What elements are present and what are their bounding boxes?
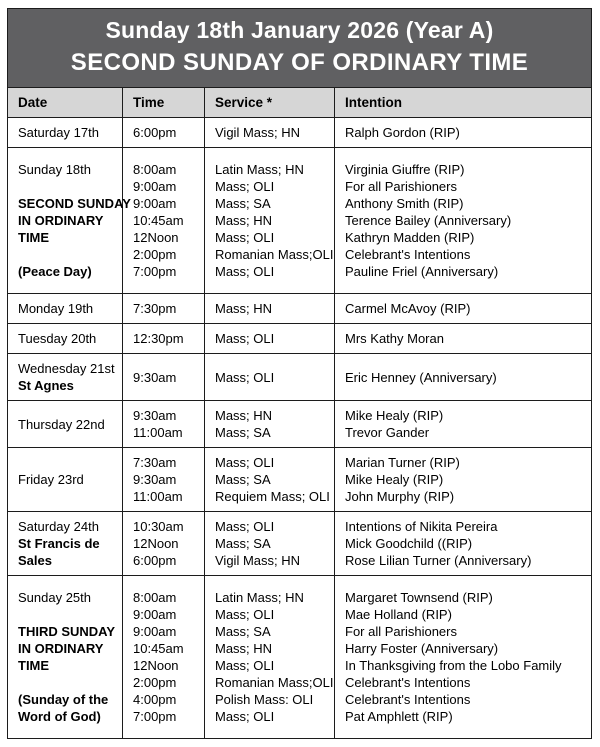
intention-value: Celebrant's Intentions <box>345 247 471 262</box>
time-value: 7:30am <box>133 455 177 470</box>
time-value: 9:00am <box>133 179 177 194</box>
date-line: IN ORDINARY <box>18 213 104 228</box>
time-value: 12Noon <box>133 658 179 673</box>
time-cell <box>123 512 205 575</box>
date-line <box>18 178 116 195</box>
intention-value: For all Parishioners <box>345 624 457 639</box>
service-value: Mass; OLI <box>215 264 275 279</box>
time-value: 9:30am <box>133 408 177 423</box>
intention-value: Trevor Gander <box>345 425 430 440</box>
date-cell <box>8 148 131 293</box>
service-value: Mass; OLI <box>215 455 275 470</box>
time-value: 2:00pm <box>133 247 177 262</box>
time-cell <box>123 294 205 323</box>
date-line: Sunday 18th <box>18 162 92 177</box>
table-row <box>8 293 591 323</box>
service-cell <box>205 512 335 575</box>
time-cell <box>123 401 205 447</box>
column-header-date: Date <box>8 88 123 117</box>
date-line: Saturday 24th <box>18 519 99 534</box>
service-cell <box>205 148 335 293</box>
date-cell <box>8 448 123 511</box>
time-value: 10:45am <box>133 641 184 656</box>
time-value: 2:00pm <box>133 675 177 690</box>
schedule-document <box>7 8 592 739</box>
time-value: 9:00am <box>133 607 177 622</box>
table-row <box>8 447 591 511</box>
intention-value: Margaret Townsend (RIP) <box>345 590 493 605</box>
service-value: Mass; OLI <box>215 369 275 385</box>
time-value: 7:00pm <box>133 709 177 724</box>
intention-cell <box>335 294 591 323</box>
intention-value: Eric Henney (Anniversary) <box>345 369 497 385</box>
service-value: Mass; OLI <box>215 519 275 534</box>
time-value: 7:00pm <box>133 264 177 279</box>
date-line: Word of God) <box>18 709 101 724</box>
date-line: St Francis de <box>18 536 100 551</box>
date-line <box>18 674 116 691</box>
service-value: Mass; SA <box>215 472 271 487</box>
date-line: Monday 19th <box>18 301 94 316</box>
table-row <box>8 575 591 738</box>
time-value: 8:00am <box>133 590 177 605</box>
intention-cell <box>335 576 591 738</box>
time-value: 6:00pm <box>133 553 177 568</box>
date-line: Thursday 22nd <box>18 416 105 432</box>
intention-value: Marian Turner (RIP) <box>345 455 460 470</box>
column-header-intention: Intention <box>345 95 402 110</box>
time-value: 10:30am <box>133 519 184 534</box>
service-value: Mass; OLI <box>215 709 275 724</box>
service-value: Mass; OLI <box>215 607 275 622</box>
service-value: Mass; HN <box>215 641 273 656</box>
date-line: Sales <box>18 553 52 568</box>
service-value: Mass; OLI <box>215 331 275 346</box>
intention-value: Mae Holland (RIP) <box>345 607 452 622</box>
date-line: TIME <box>18 230 50 245</box>
service-value: Latin Mass; HN <box>215 590 304 605</box>
intention-cell <box>335 448 591 511</box>
intention-value: Mike Healy (RIP) <box>345 472 444 487</box>
service-cell <box>205 118 335 147</box>
schedule-table <box>7 87 592 739</box>
time-cell <box>123 324 205 353</box>
date-line <box>18 246 116 263</box>
table-body <box>8 117 591 738</box>
table-row <box>8 400 591 447</box>
date-line: (Sunday of the <box>18 692 109 707</box>
service-value: Mass; SA <box>215 196 271 211</box>
time-value: 4:00pm <box>133 692 177 707</box>
intention-value: Mike Healy (RIP) <box>345 408 444 423</box>
time-value: 11:00am <box>133 425 183 440</box>
service-value: Polish Mass: OLI <box>215 692 314 707</box>
service-value: Mass; HN <box>215 408 273 423</box>
service-value: Mass; HN <box>215 301 273 316</box>
service-value: Romanian Mass;OLI <box>215 675 334 690</box>
date-line: THIRD SUNDAY <box>18 624 116 639</box>
service-value: Mass; HN <box>215 213 273 228</box>
date-line <box>18 606 116 623</box>
intention-cell <box>335 401 591 447</box>
service-value: Latin Mass; HN <box>215 162 304 177</box>
time-value: 9:30am <box>133 369 177 385</box>
column-header-time: Time <box>123 88 205 117</box>
masthead-date-line: Sunday 18th January 2026 (Year A) <box>105 17 494 43</box>
time-value: 12:30pm <box>133 331 184 346</box>
intention-value: Pat Amphlett (RIP) <box>345 709 453 724</box>
intention-value: Mrs Kathy Moran <box>345 331 444 346</box>
column-header-row <box>8 88 591 117</box>
intention-value: In Thanksgiving from the Lobo Family <box>345 658 562 673</box>
intention-cell <box>335 324 591 353</box>
date-line: Saturday 17th <box>18 125 99 140</box>
intention-cell <box>335 118 591 147</box>
intention-value: Pauline Friel (Anniversary) <box>345 264 499 279</box>
date-cell <box>8 401 123 447</box>
date-line: Tuesday 20th <box>18 331 97 346</box>
service-value: Mass; SA <box>215 624 271 639</box>
intention-value: Celebrant's Intentions <box>345 675 471 690</box>
service-cell <box>205 324 335 353</box>
intention-value: For all Parishioners <box>345 179 457 194</box>
time-value: 11:00am <box>133 489 183 504</box>
intention-cell <box>335 354 591 400</box>
service-value: Requiem Mass; OLI <box>215 489 330 504</box>
intention-cell <box>335 512 591 575</box>
time-value: 7:30pm <box>133 301 177 316</box>
table-row <box>8 511 591 575</box>
service-cell <box>205 294 335 323</box>
intention-value: Harry Foster (Anniversary) <box>345 641 499 656</box>
intention-value: Intentions of Nikita Pereira <box>345 519 498 534</box>
masthead <box>7 8 592 87</box>
table-row <box>8 117 591 147</box>
table-row <box>8 353 591 400</box>
service-value: Mass; OLI <box>215 230 275 245</box>
time-value: 12Noon <box>133 536 179 551</box>
service-cell <box>205 354 335 400</box>
date-cell <box>8 294 123 323</box>
intention-value: Rose Lilian Turner (Anniversary) <box>345 553 532 568</box>
intention-value: Celebrant's Intentions <box>345 692 471 707</box>
date-line: St Agnes <box>18 378 74 393</box>
date-cell <box>8 354 123 400</box>
intention-value: Terence Bailey (Anniversary) <box>345 213 512 228</box>
date-cell <box>8 576 123 738</box>
intention-value: Virginia Giuffre (RIP) <box>345 162 465 177</box>
date-line: Sunday 25th <box>18 590 92 605</box>
date-cell <box>8 324 123 353</box>
intention-value: Ralph Gordon (RIP) <box>345 125 460 140</box>
intention-value: Carmel McAvoy (RIP) <box>345 301 471 316</box>
service-value: Mass; SA <box>215 425 271 440</box>
time-value: 8:00am <box>133 162 177 177</box>
service-value: Mass; OLI <box>215 179 275 194</box>
time-cell <box>123 118 205 147</box>
time-value: 9:00am <box>133 624 177 639</box>
service-cell <box>205 576 335 738</box>
date-cell <box>8 512 123 575</box>
table-row <box>8 147 591 293</box>
date-line: (Peace Day) <box>18 264 92 279</box>
intention-value: John Murphy (RIP) <box>345 489 455 504</box>
date-line: Friday 23rd <box>18 472 84 487</box>
service-value: Vigil Mass; HN <box>215 553 301 568</box>
date-line: IN ORDINARY <box>18 641 104 656</box>
time-cell <box>123 448 205 511</box>
service-value: Mass; OLI <box>215 658 275 673</box>
time-value: 9:00am <box>133 196 177 211</box>
service-value: Mass; SA <box>215 536 271 551</box>
service-cell <box>205 448 335 511</box>
intention-value: Mick Goodchild ((RIP) <box>345 536 473 551</box>
time-cell <box>123 576 205 738</box>
date-line: SECOND SUNDAY <box>18 196 131 211</box>
service-value: Romanian Mass;OLI <box>215 247 334 262</box>
intention-cell <box>335 148 591 293</box>
time-cell <box>123 354 205 400</box>
time-value: 9:30am <box>133 472 177 487</box>
service-value: Vigil Mass; HN <box>215 125 301 140</box>
time-value: 10:45am <box>133 213 184 228</box>
time-cell <box>123 148 205 293</box>
table-row <box>8 323 591 353</box>
column-header-service: Service * <box>205 88 335 117</box>
service-cell <box>205 401 335 447</box>
masthead-feast-line: SECOND SUNDAY OF ORDINARY TIME <box>70 49 529 76</box>
time-value: 6:00pm <box>133 125 177 140</box>
date-line: TIME <box>18 658 50 673</box>
date-cell <box>8 118 123 147</box>
intention-value: Kathryn Madden (RIP) <box>345 230 475 245</box>
time-value: 12Noon <box>133 230 179 245</box>
date-line: Wednesday 21st <box>18 361 115 376</box>
intention-value: Anthony Smith (RIP) <box>345 196 464 211</box>
